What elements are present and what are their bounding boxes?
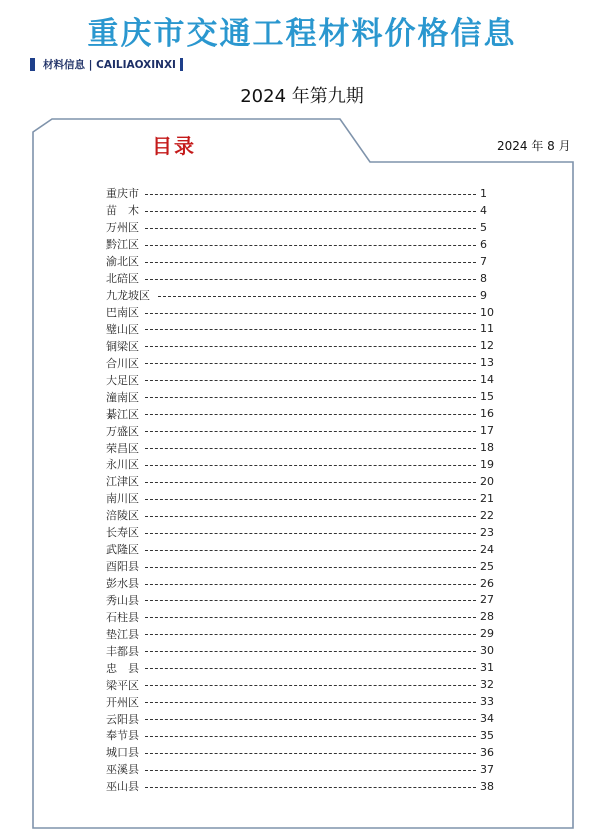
toc-leader-dots [145,702,476,703]
toc-leader-dots [145,228,476,229]
issue-number: 2024 年第九期 [240,86,364,107]
toc-entry-page: 32 [480,678,494,692]
toc-leader-dots [145,770,476,771]
toc-entry-page: 21 [480,491,494,505]
toc-heading: 目录 [152,134,196,158]
section-bar-marker [30,58,35,71]
toc-entry[interactable] [106,473,494,490]
toc-entry-page: 17 [480,424,494,438]
toc-entry-page: 34 [480,712,494,726]
toc-list [106,185,494,795]
toc-entry-page: 6 [480,237,487,251]
toc-leader-dots [145,313,476,314]
publication-date: 2024 年 8 月 [497,139,571,153]
toc-entry[interactable] [106,388,494,405]
toc-entry-page: 10 [480,305,494,319]
toc-entry[interactable] [106,761,494,778]
toc-entry[interactable] [106,642,494,659]
toc-leader-dots [145,685,476,686]
toc-entry-page: 19 [480,457,494,471]
toc-entry-name: 綦江区 [106,407,139,421]
toc-leader-dots [145,346,476,347]
toc-entry[interactable] [106,710,494,727]
toc-entry-name: 酉阳县 [106,560,139,574]
toc-entry-name: 武隆区 [106,543,139,557]
toc-entry[interactable] [106,592,494,609]
toc-entry[interactable] [106,185,494,202]
toc-entry[interactable] [106,354,494,371]
toc-leader-dots [145,617,476,618]
toc-entry[interactable] [106,507,494,524]
toc-entry-page: 30 [480,644,494,658]
toc-entry[interactable] [106,490,494,507]
toc-entry[interactable] [106,744,494,761]
section-label: 材料信息 | CAILIAOXINXI [43,58,176,71]
toc-entry[interactable] [106,287,494,304]
toc-entry-page: 37 [480,762,494,776]
toc-entry-name: 铜梁区 [106,339,139,353]
toc-entry[interactable] [106,659,494,676]
toc-entry-page: 28 [480,610,494,624]
toc-entry[interactable] [106,608,494,625]
toc-entry-name: 奉节县 [106,729,139,743]
toc-entry[interactable] [106,727,494,744]
toc-entry-name: 梁平区 [106,678,139,692]
toc-leader-dots [145,194,476,195]
page-title: 重庆市交通工程材料价格信息 [87,16,517,52]
section-bar-end-marker [180,58,183,71]
toc-entry-name: 北碚区 [106,272,139,286]
toc-leader-dots [145,499,476,500]
toc-entry-name: 垫江县 [106,627,139,641]
toc-entry-page: 7 [480,254,487,268]
toc-entry-name: 忠 县 [106,661,139,675]
toc-entry-page: 27 [480,593,494,607]
toc-entry[interactable] [106,676,494,693]
toc-leader-dots [145,600,476,601]
toc-leader-dots [145,787,476,788]
toc-entry[interactable] [106,304,494,321]
toc-entry-page: 12 [480,339,494,353]
toc-leader-dots [145,719,476,720]
toc-entry-name: 丰都县 [106,644,139,658]
toc-entry[interactable] [106,558,494,575]
toc-entry-name: 涪陵区 [106,509,139,523]
toc-entry-name: 万州区 [106,221,139,235]
toc-entry-page: 31 [480,661,494,675]
toc-leader-dots [145,584,476,585]
toc-leader-dots [145,397,476,398]
toc-entry-page: 15 [480,390,494,404]
toc-entry-page: 20 [480,474,494,488]
toc-entry-page: 24 [480,542,494,556]
toc-entry-name: 彭水县 [106,577,139,591]
toc-leader-dots [145,279,476,280]
toc-entry-name: 重庆市 [106,187,139,201]
toc-entry-name: 潼南区 [106,390,139,404]
toc-entry-name: 万盛区 [106,424,139,438]
toc-entry-name: 石柱县 [106,610,139,624]
toc-entry-name: 苗 木 [106,204,139,218]
toc-entry-page: 29 [480,627,494,641]
toc-entry[interactable] [106,371,494,388]
toc-leader-dots [145,363,476,364]
toc-entry[interactable] [106,456,494,473]
toc-entry-name: 渝北区 [106,255,139,269]
toc-entry[interactable] [106,253,494,270]
toc-entry-page: 9 [480,288,487,302]
toc-entry-page: 1 [480,186,487,200]
toc-entry-name: 巫山县 [106,780,139,794]
toc-entry[interactable] [106,541,494,558]
toc-entry-page: 38 [480,779,494,793]
toc-entry-name: 南川区 [106,492,139,506]
toc-entry-name: 巫溪县 [106,763,139,777]
toc-entry-name: 黔江区 [106,238,139,252]
toc-entry-name: 合川区 [106,356,139,370]
toc-entry-page: 25 [480,559,494,573]
toc-entry[interactable] [106,321,494,338]
toc-leader-dots [145,448,476,449]
toc-entry-page: 14 [480,373,494,387]
toc-entry-name: 永川区 [106,458,139,472]
toc-leader-dots [145,634,476,635]
toc-entry-page: 8 [480,271,487,285]
toc-leader-dots [145,482,476,483]
toc-leader-dots [145,753,476,754]
toc-entry-page: 13 [480,356,494,370]
toc-entry-name: 城口县 [106,746,139,760]
toc-leader-dots [145,380,476,381]
toc-entry-name: 巴南区 [106,306,139,320]
toc-leader-dots [145,651,476,652]
toc-entry-name: 九龙坡区 [106,289,150,303]
toc-entry-page: 33 [480,695,494,709]
toc-entry[interactable] [106,422,494,439]
toc-entry-name: 璧山区 [106,322,139,336]
toc-entry-page: 11 [480,322,494,336]
toc-leader-dots [145,465,476,466]
toc-entry[interactable] [106,778,494,795]
toc-entry-name: 大足区 [106,373,139,387]
toc-entry[interactable] [106,625,494,642]
toc-entry-page: 4 [480,203,487,217]
toc-entry-name: 云阳县 [106,712,139,726]
toc-leader-dots [145,245,476,246]
toc-leader-dots [145,414,476,415]
toc-entry[interactable] [106,219,494,236]
section-banner [30,57,183,71]
toc-leader-dots [145,431,476,432]
toc-entry[interactable] [106,405,494,422]
toc-entry[interactable] [106,693,494,710]
toc-leader-dots [145,567,476,568]
toc-entry[interactable] [106,270,494,287]
toc-entry[interactable] [106,337,494,354]
toc-leader-dots [145,668,476,669]
toc-entry[interactable] [106,236,494,253]
toc-leader-dots [145,211,476,212]
toc-leader-dots [145,516,476,517]
toc-entry-name: 开州区 [106,695,139,709]
toc-entry-name: 秀山县 [106,593,139,607]
toc-leader-dots [145,262,476,263]
toc-entry-page: 18 [480,441,494,455]
toc-leader-dots [145,736,476,737]
toc-entry[interactable] [106,524,494,541]
toc-entry-page: 35 [480,728,494,742]
toc-leader-dots [145,550,476,551]
toc-entry-name: 长寿区 [106,526,139,540]
toc-leader-dots [145,533,476,534]
toc-entry[interactable] [106,575,494,592]
toc-entry-name: 江津区 [106,475,139,489]
toc-leader-dots [158,296,476,297]
toc-entry-page: 26 [480,576,494,590]
toc-leader-dots [145,329,476,330]
toc-entry[interactable] [106,439,494,456]
toc-entry-page: 36 [480,745,494,759]
toc-entry-page: 23 [480,525,494,539]
toc-entry-name: 荣昌区 [106,441,139,455]
toc-entry-page: 16 [480,407,494,421]
toc-entry[interactable] [106,202,494,219]
toc-entry-page: 22 [480,508,494,522]
toc-entry-page: 5 [480,220,487,234]
